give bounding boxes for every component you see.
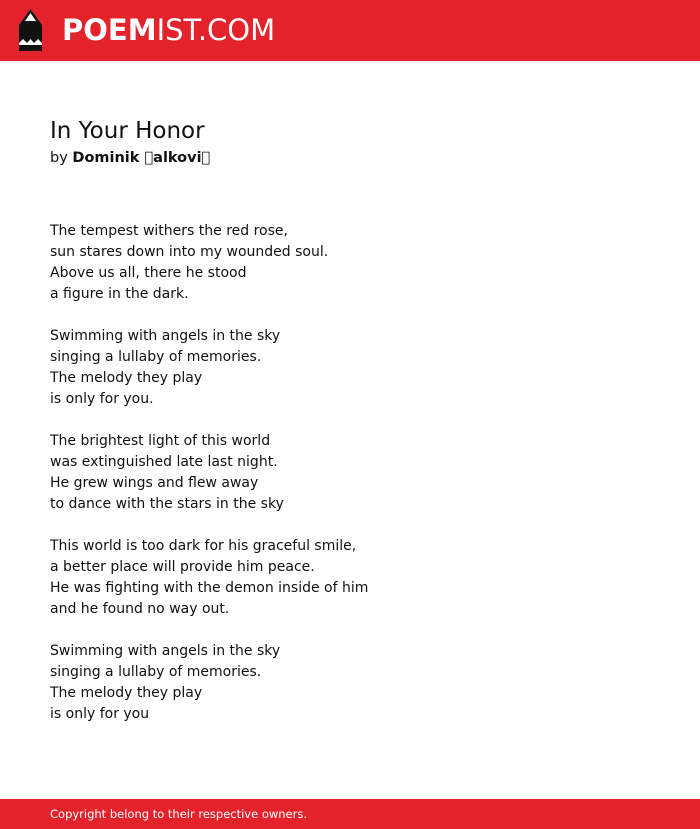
by-label: by (50, 150, 68, 166)
poem-line: Swimming with angels in the sky (50, 643, 281, 659)
brand-bold: POEM (62, 13, 157, 47)
poem-line: singing a lullaby of memories. (50, 349, 262, 365)
stanza (50, 221, 650, 305)
poem-line: was extinguished late last night. (50, 454, 278, 470)
poem-line: Swimming with angels in the sky (50, 328, 281, 344)
stanza (50, 431, 650, 515)
poem-line: to dance with the stars in the sky (50, 496, 284, 512)
poem-line: The melody they play (50, 370, 203, 386)
stanza (50, 536, 650, 620)
poem-container (50, 116, 650, 746)
poem-line: He grew wings and flew away (50, 475, 259, 491)
poem-line: a figure in the dark. (50, 286, 189, 302)
stanza (50, 326, 650, 410)
poem-line: a better place will provide him peace. (50, 559, 315, 575)
poem-author[interactable]: Dominik  alkovi  (72, 150, 211, 166)
pencil-icon[interactable] (17, 9, 44, 51)
site-footer (0, 799, 700, 829)
poem-title: In Your Honor (50, 118, 205, 144)
stanza (50, 641, 650, 725)
poem-byline (50, 148, 650, 168)
poem-line: The brightest light of this world (50, 433, 271, 449)
poem-line: singing a lullaby of memories. (50, 664, 262, 680)
poem-line: The tempest withers the red rose, (50, 223, 288, 239)
poem-line: sun stares down into my wounded soul. (50, 244, 329, 260)
poem-line: He was fighting with the demon inside of him (50, 580, 369, 596)
brand-light: IST.COM (156, 13, 276, 47)
copyright-text: Copyright belong to their respective owners. (50, 807, 308, 821)
poem-line: Above us all, there he stood (50, 265, 247, 281)
poem-body (50, 221, 650, 725)
poem-line: This world is too dark for his graceful smile, (50, 538, 357, 554)
poem-line: The melody they play (50, 685, 203, 701)
site-brand[interactable] (62, 12, 275, 48)
poem-line: is only for you. (50, 391, 154, 407)
poem-line: is only for you (50, 706, 150, 722)
site-header (0, 0, 700, 61)
poem-line: and he found no way out. (50, 601, 230, 617)
